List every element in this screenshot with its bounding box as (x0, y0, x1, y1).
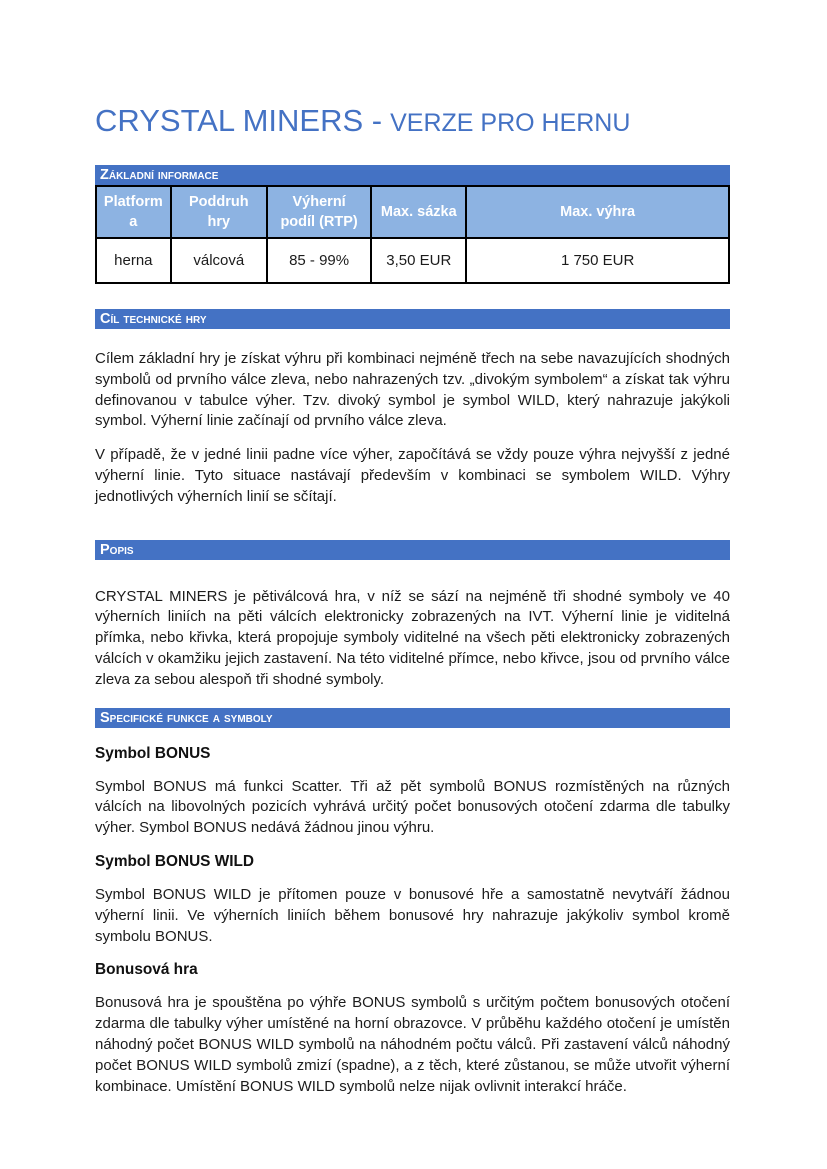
cell-max-vyhra: 1 750 EUR (466, 238, 729, 283)
column-header-max-sazka: Max. sázka (371, 186, 466, 238)
column-header-max-vyhra: Max. výhra (466, 186, 729, 238)
cell-poddruh-hry: válcová (171, 238, 267, 283)
column-header-poddruh-hry: Poddruh hry (171, 186, 267, 238)
section-title-basic-info: Základní informace (100, 167, 219, 183)
page-title-sub: VERZE PRO HERNU (390, 109, 631, 137)
cell-vyherni-podil: 85 - 99% (267, 238, 371, 283)
section-title-goal: Cíl technické hry (100, 311, 207, 327)
subsection-heading-symbol-bonus: Symbol BONUS (95, 744, 211, 762)
column-header-vyherni-podil: Výherní podíl (RTP) (267, 186, 371, 238)
goal-paragraph-2: V případě, že v jedné linii padne více výher, započítává se vždy pouze výhra nejvyšší z jedné výherní linie. Tyto situace nastávají především v kombinaci se symbolem WILD. Výhry jednotlivých výherních linií se sčítají. (95, 446, 730, 505)
symbol-bonus-paragraph: Symbol BONUS má funkci Scatter. Tři až pět symbolů BONUS rozmístěných na různých válcích na libovolných pozicích vyhrává určitý počet bonusových otočení zdarma dle tabulky výher. Symbol BONUS nedává žádnou jinou výhru. (95, 777, 730, 837)
basic-info-table (95, 185, 730, 284)
page-title-main: CRYSTAL MINERS - (95, 103, 383, 138)
goal-paragraph-1: Cílem základní hry je získat výhru při kombinaci nejméně třech na sebe navazujících shodných symbolů od prvního válce zleva, nebo nahrazených tzv. „divokým symbolem“ a získat tak výhru definovanou v tabulce výher. Tzv. divoký symbol je symbol WILD, který nahrazuje jakýkoli symbol. Výherní linie začínají od prvního válce zleva. (95, 350, 730, 430)
section-title-description: Popis (100, 541, 134, 558)
column-header-platforma: Platforma (96, 186, 171, 238)
section-bar-goal (95, 309, 730, 329)
section-bar-description (95, 540, 730, 560)
cell-max-sazka: 3,50 EUR (371, 238, 466, 283)
symbol-bonus-wild-paragraph: Symbol BONUS WILD je přítomen pouze v bonusové hře a samostatně nevytváří žádnou výherní linii. Ve výherních liniích během bonusové hry nahrazuje jakýkoliv symbol kromě symbolu BONUS. (95, 885, 730, 945)
section-bar-basic-info (95, 165, 730, 185)
cell-platforma: herna (96, 238, 171, 283)
page-title (95, 101, 730, 143)
subsection-heading-bonusova-hra: Bonusová hra (95, 961, 198, 979)
section-bar-features (95, 708, 730, 728)
description-paragraph: CRYSTAL MINERS je pětiválcová hra, v níž se sází na nejméně tři shodné symboly ve 40 výherních liniích na pěti válcích elektronicky zobrazených na IVT. Výherní linie je viditelná přímka, nebo křivka, která propojuje symboly viditelné na všech pěti elektronicky zobrazených válcích v okamžiku jejich zastavení. Na této viditelné přímce, nebo křivce, jsou od prvního válce zleva za sebou alespoň tři shodné symboly. (95, 587, 730, 688)
table-row (96, 238, 729, 283)
table-header-row (96, 186, 729, 238)
bonusova-hra-paragraph: Bonusová hra je spouštěna po výhře BONUS symbolů s určitým počtem bonusových otočení zdarma dle tabulky výher umístěné na horní obrazovce. V průběhu každého otočení je umístěn náhodný počet BONUS WILD symbolů na náhodném počtu válců. Při zastavení válců náhodný počet BONUS WILD symbolů zmizí (spadne), a z těch, které zůstanou, se může utvořit výherní kombinace. Umístění BONUS WILD symbolů nelze nijak ovlivnit interakcí hráče. (95, 994, 730, 1095)
subsection-heading-symbol-bonus-wild: Symbol BONUS WILD (95, 852, 255, 870)
section-title-features: Specifické funkce a symboly (100, 709, 273, 726)
